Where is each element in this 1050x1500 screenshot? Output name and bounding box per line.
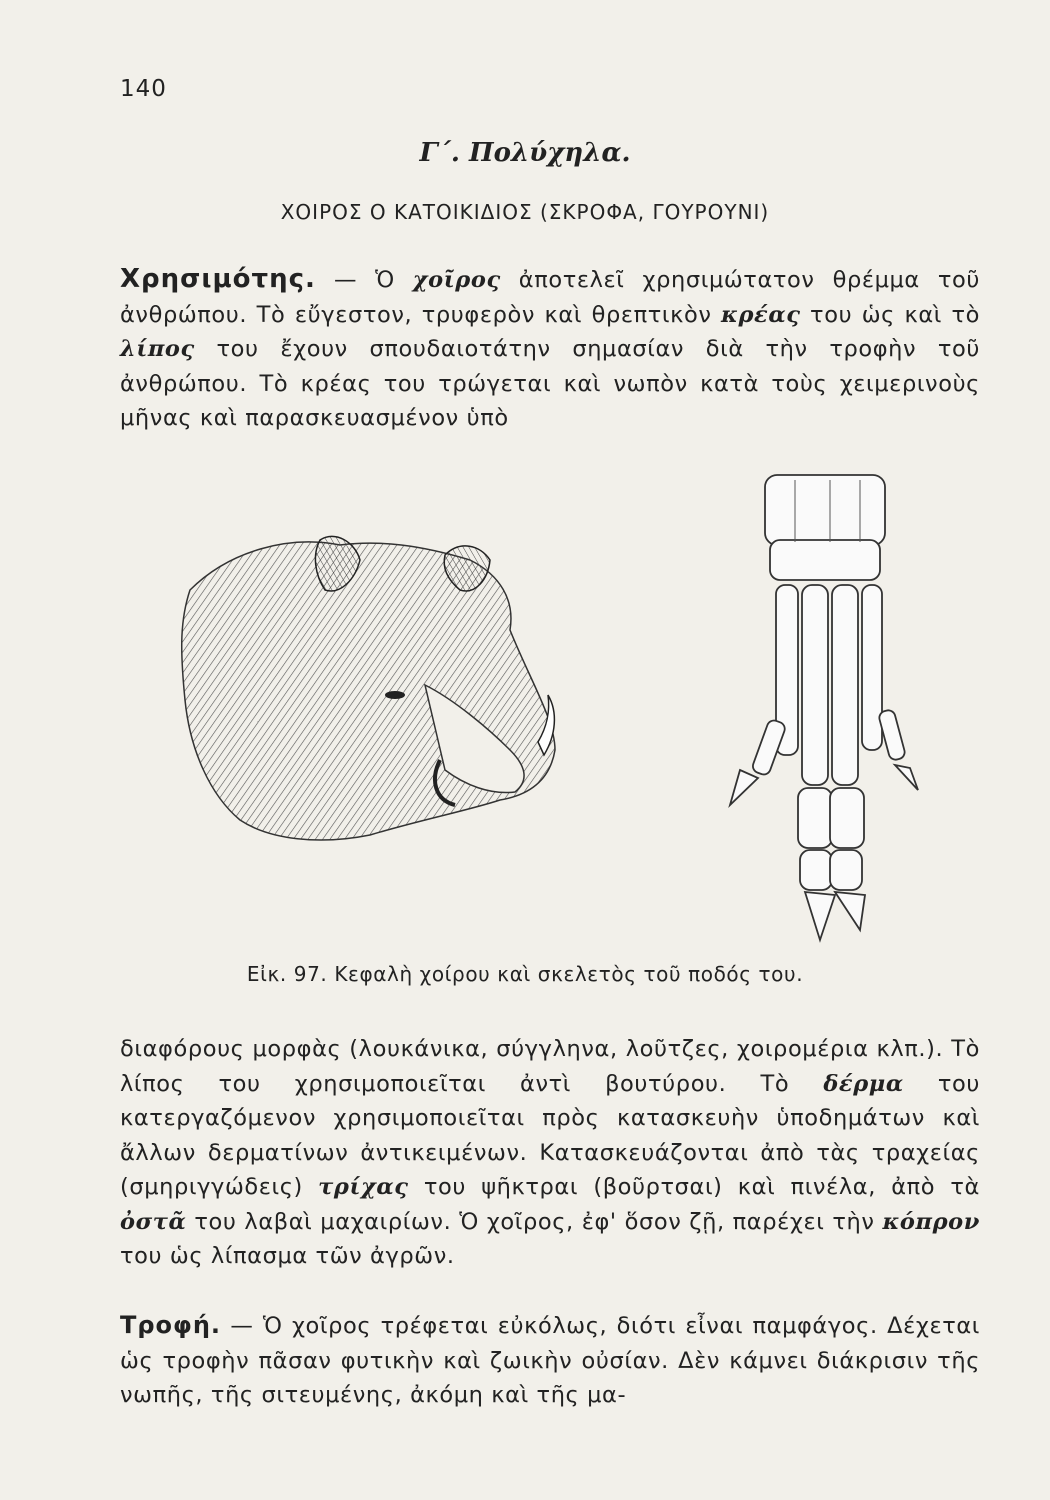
emphasis-word: ὀστᾶ [120, 1208, 187, 1235]
text-run: του κατεργαζόμενον χρησιμοποιεῖται πρὸς κατασκευὴν ὑποδημάτων καὶ ἄλλων δερματίνων ἀντικειμένων. Κατασκευάζονται ἀπὸ τὰς τραχείας (σμηριγγώδεις) [120, 1070, 980, 1200]
text-run: του λαβαὶ μαχαιρίων. Ὁ χοῖρος, ἐφ' ὅσον ζῇ, παρέχει τὴν [186, 1208, 883, 1235]
figure-caption: Εἰκ. 97. Κεφαλὴ χοίρου καὶ σκελετὸς τοῦ ποδός του. [246, 962, 804, 986]
text-run: του ὡς λίπασμα τῶν ἀγρῶν. [120, 1243, 455, 1269]
text-run: του ὡς καὶ τὸ [800, 301, 981, 328]
text-run: ἀποτελεῖ χρησιμώτατον θρέμμα τοῦ ἀνθρώπου. Τὸ εὔγεστον, τρυφερὸν καὶ θρεπτικὸν [120, 267, 980, 328]
text-run: διαφόρους μορφὰς (λουκάνικα, σύγγληνα, λοῦτζες, χοιρομέρια κλπ.). Τὸ λίπος του χρησιμοποιεῖται ἀντὶ βουτύρου. Τὸ [120, 1036, 980, 1097]
pig-foot-skeleton-illustration [730, 475, 918, 940]
paragraph-food [120, 1308, 980, 1413]
text-run: — Ὁ χοῖρος τρέφεται εὐκόλως, διότι εἶναι παμφάγος. Δέχεται ὡς τροφὴν πᾶσαν φυτικὴν καὶ ζωικὴν οὐσίαν. Δὲν κάμνει διάκρισιν τῆς νωπῆς, τῆς σιτευμένης, ἀκόμη καὶ τῆς μα- [120, 1313, 980, 1408]
text-run: — Ὁ [315, 267, 413, 293]
heading-food: Τροφή. [120, 1311, 222, 1339]
section-subtitle: ΧΟΙΡΟΣ Ο ΚΑΤΟΙΚΙΔΙΟΣ (ΣΚΡΟΦΑ, ΓΟΥΡΟΥΝΙ) [280, 200, 770, 224]
pig-head-illustration [182, 536, 555, 840]
paragraph-products [120, 1032, 980, 1274]
paragraph-usefulness [120, 262, 980, 436]
section-title: Γ΄. Πολύχηλα. [419, 138, 631, 168]
page-number: 140 [120, 76, 167, 102]
emphasis-word: κόπρον [882, 1208, 980, 1235]
text-run: του ψῆκτραι (βοῦρτσαι) καὶ πινέλα, ἀπὸ τὰ [408, 1174, 980, 1200]
figure-pig-head-and-foot [170, 450, 940, 960]
heading-usefulness: Χρησιμότης. [120, 264, 316, 294]
emphasis-word: τρίχας [318, 1174, 409, 1200]
text-run: του ἔχουν σπουδαιοτάτην σημασίαν διὰ τὴν τροφὴν τοῦ ἀνθρώπου. Τὸ κρέας του τρώγεται καὶ νωπὸν κατὰ τοὺς χειμερινοὺς μῆνας καὶ παρασκευασμένον ὑπὸ [120, 336, 980, 431]
emphasis-word: λίπος [120, 336, 195, 362]
emphasis-word: κρέας [721, 301, 801, 328]
emphasis-word: χοῖρος [412, 267, 501, 293]
emphasis-word: δέρμα [823, 1070, 904, 1097]
